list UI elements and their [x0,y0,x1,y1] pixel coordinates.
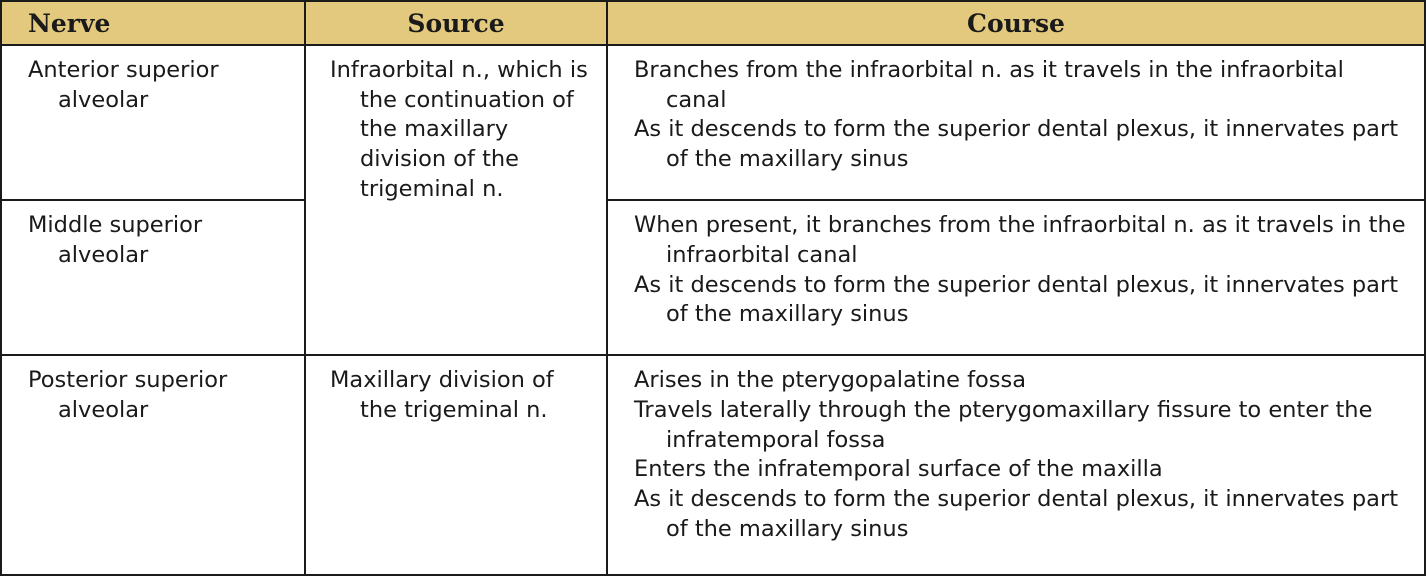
nerve-source-course-table [2,2,1424,574]
course-item: Arises in the pterygopalatine fossa [634,367,1026,394]
table-body [2,45,1424,574]
course-list [634,211,1410,330]
cell-course [607,355,1424,574]
course-item: Branches from the infraorbital n. as it travels in the infraorbital canal [634,57,1344,113]
cell-source [305,355,607,574]
nerve-name: Anterior superior alveolar [28,57,219,113]
column-header-course: Course [607,2,1424,45]
table-header-row [2,2,1424,45]
table-header [2,2,1424,45]
cell-nerve [2,355,305,574]
cell-course [607,45,1424,200]
nerve-name: Posterior superior alveolar [28,367,228,424]
course-list [634,366,1410,544]
course-item: Travels laterally through the pterygomaxillary fissure to enter the infratemporal fossa [634,397,1373,453]
course-item: As it descends to form the superior dental plexus, it innervates part of the maxillary sinus [634,116,1399,173]
course-item: When present, it branches from the infraorbital n. as it travels in the infraorbital canal [634,212,1406,268]
source-text: Infraorbital n., which is the continuation of the maxillary division of the trigeminal n. [330,57,588,202]
course-item: As it descends to form the superior dental plexus, it innervates part of the maxillary sinus [634,271,1399,328]
source-text: Maxillary division of the trigeminal n. [330,367,554,424]
course-item: As it descends to form the superior dental plexus, it innervates part of the maxillary sinus [634,486,1399,542]
course-list [634,56,1410,175]
cell-nerve [2,200,305,355]
table-row [2,355,1424,574]
cell-nerve [2,45,305,200]
cell-source [305,45,607,355]
column-header-source: Source [305,2,607,45]
nerve-name: Middle superior alveolar [28,212,203,268]
cell-course [607,200,1424,355]
table-row [2,200,1424,355]
course-item: Enters the infratemporal surface of the maxilla [634,456,1163,483]
column-header-nerve: Nerve [2,2,305,45]
table-row [2,45,1424,200]
